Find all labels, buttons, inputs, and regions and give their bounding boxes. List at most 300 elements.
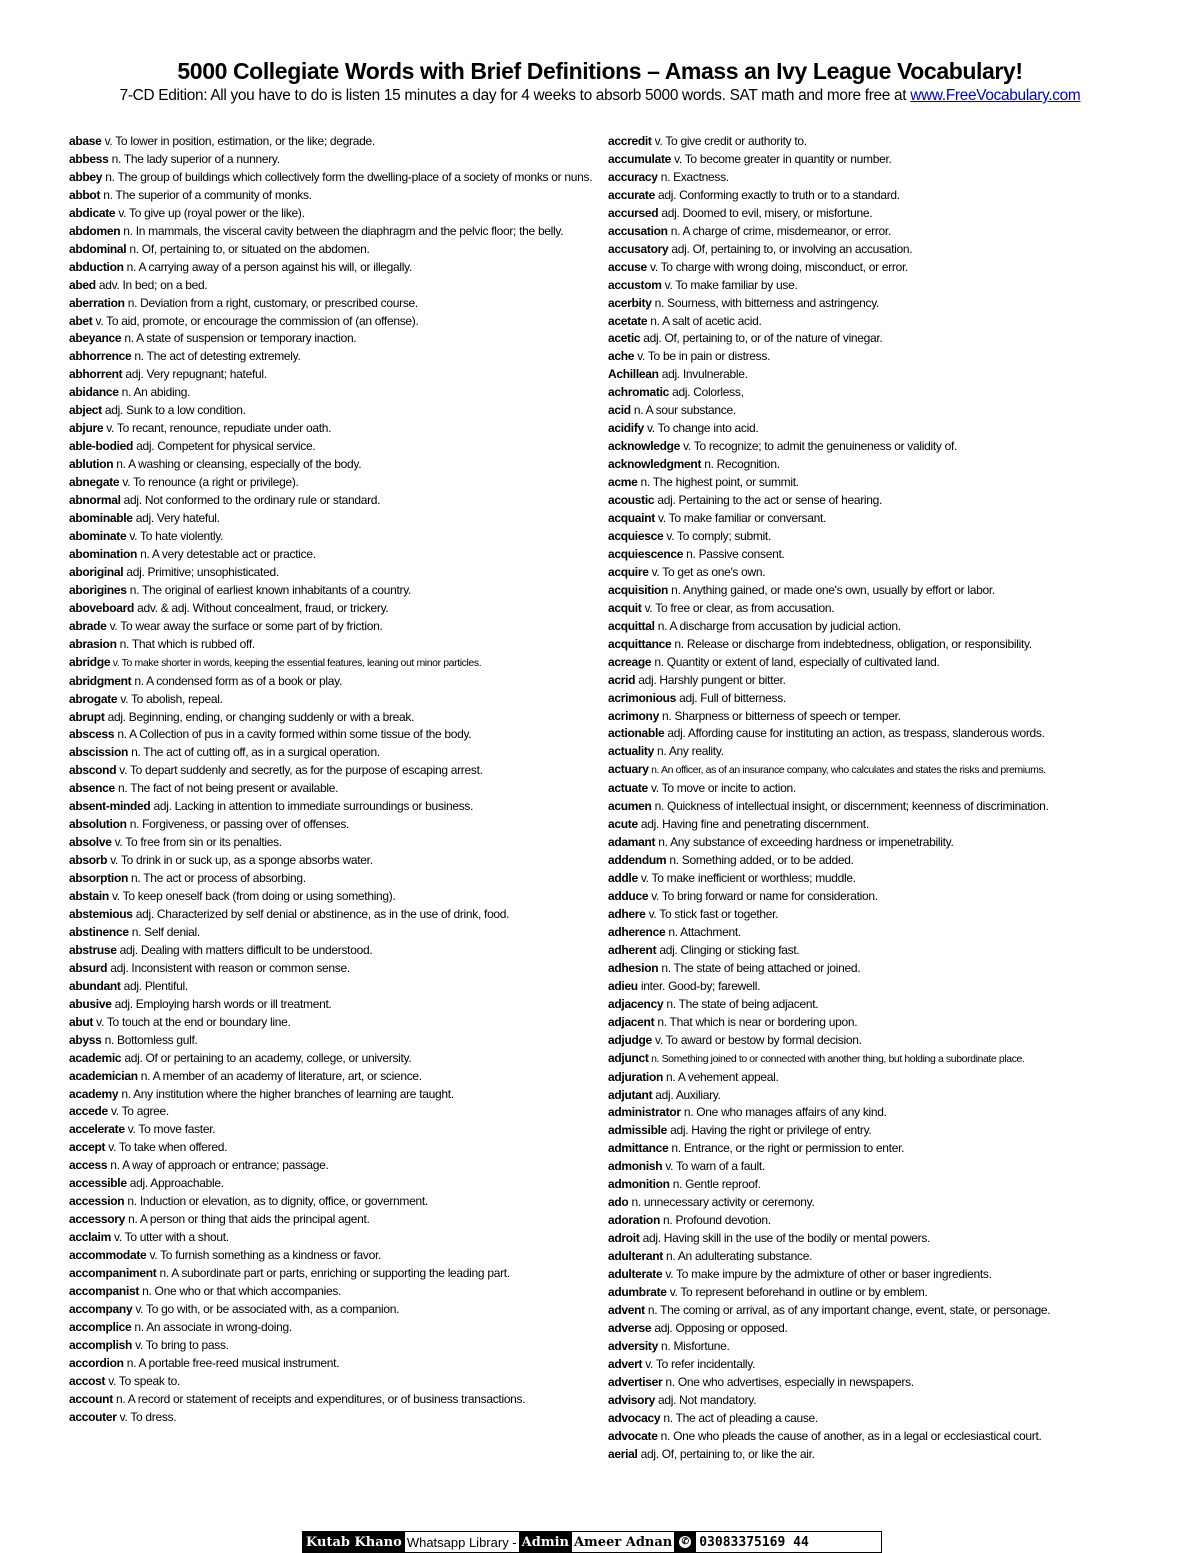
vocab-entry [608, 1140, 1148, 1158]
vocab-entry [69, 474, 594, 492]
vocab-definition: v. To renounce (a right or privilege). [119, 475, 299, 490]
vocab-definition: n. The lady superior of a nunnery. [108, 151, 280, 166]
vocab-entry [608, 600, 1148, 618]
vocab-entry [69, 1355, 594, 1373]
vocab-entry [69, 528, 594, 546]
vocab-entry [608, 1069, 1148, 1087]
vocab-word: acetic [608, 331, 641, 346]
vocab-entry [608, 672, 1148, 690]
vocab-entry [608, 654, 1148, 672]
vocab-definition: n. A discharge from accusation by judicial action. [654, 618, 901, 633]
vocab-word: accede [69, 1104, 108, 1119]
page-title: 5000 Collegiate Words with Brief Definitions – Amass an Ivy League Vocabulary! [177, 58, 1023, 84]
vocab-word: accessory [69, 1212, 126, 1227]
vocab-word: abrogate [69, 691, 118, 706]
vocab-word: accuracy [608, 169, 658, 184]
vocab-entry [69, 691, 594, 709]
vocab-definition: n. One who manages affairs of any kind. [680, 1105, 887, 1120]
left-column [69, 133, 594, 1427]
vocab-entry [69, 510, 594, 528]
vocab-definition: adj. Opposing or opposed. [651, 1320, 788, 1335]
vocab-definition: adj. Primitive; unsophisticated. [123, 564, 279, 579]
vocab-word: accurate [608, 187, 655, 202]
vocab-entry [69, 942, 594, 960]
vocab-entry [608, 330, 1148, 348]
vocab-entry [69, 187, 594, 205]
vocab-definition: adj. Of, pertaining to, or of the nature of vinegar. [640, 331, 883, 346]
vocab-definition: n. One who pleads the cause of another, as in a legal or ecclesiastical court. [657, 1428, 1042, 1443]
vocab-definition: n. The superior of a community of monks. [100, 187, 312, 202]
vocab-definition: v. To drink in or suck up, as a sponge absorbs water. [107, 853, 373, 868]
vocab-word: abut [69, 1014, 94, 1029]
vocab-word: academy [69, 1086, 119, 1101]
vocab-entry [608, 888, 1148, 906]
vocab-entry [608, 564, 1148, 582]
vocab-definition: adj. Beginning, ending, or changing suddenly or with a break. [104, 709, 415, 724]
vocab-word: absorption [69, 871, 128, 886]
vocab-word: accusation [608, 223, 668, 238]
vocab-definition: adj. Auxiliary. [652, 1087, 721, 1102]
vocab-entry [69, 1229, 594, 1247]
vocab-entry [69, 888, 594, 906]
vocab-entry [69, 1139, 594, 1157]
vocab-entry [608, 1410, 1148, 1428]
vocab-entry [69, 492, 594, 510]
vocab-definition: n. Any substance of exceeding hardness or impenetrability. [655, 835, 954, 850]
vocab-word: academic [69, 1050, 122, 1065]
vocab-word: abscess [69, 727, 115, 742]
footer-phone-number: 03083375169 44 [699, 1534, 809, 1550]
vocab-entry [69, 1373, 594, 1391]
vocab-word: adroit [608, 1231, 640, 1246]
vocab-word: acrid [608, 672, 636, 687]
vocab-definition: n. The fact of not being present or available. [114, 781, 339, 796]
vocab-entry [69, 1337, 594, 1355]
vocab-definition: n. A portable free-reed musical instrument. [123, 1355, 340, 1370]
vocab-definition: n. Recognition. [701, 457, 780, 472]
vocab-definition: v. To speak to. [105, 1373, 181, 1388]
vocab-definition: n. Forgiveness, or passing over of offenses. [126, 817, 350, 832]
vocab-entry [69, 1086, 594, 1104]
vocab-definition: n. An abiding. [118, 385, 191, 400]
footer-library-label: Whatsapp Library - [406, 1534, 517, 1550]
vocab-definition: v. To recognize; to admit the genuineness or validity of. [680, 439, 958, 454]
vocab-entry [69, 654, 594, 673]
vocab-entry [608, 1014, 1148, 1032]
vocab-definition: adj. Not conformed to the ordinary rule or standard. [120, 493, 381, 508]
footer-banner [302, 1531, 882, 1553]
vocab-entry [608, 708, 1148, 726]
vocab-entry [608, 1392, 1148, 1410]
vocab-definition: n. Passive consent. [683, 546, 785, 561]
vocab-entry [608, 1266, 1148, 1284]
vocab-entry [69, 348, 594, 366]
vocab-word: advocacy [608, 1410, 661, 1425]
vocab-entry [608, 366, 1148, 384]
vocab-word: accredit [608, 134, 652, 148]
vocab-word: acidify [608, 421, 644, 436]
vocab-word: abbess [69, 151, 109, 166]
vocab-word: abed [69, 277, 96, 292]
vocab-definition: n. One who or that which accompanies. [139, 1284, 342, 1298]
vocab-definition: v. To change into acid. [643, 421, 759, 436]
vocab-definition: n. The act of cutting off, as in a surgical operation. [128, 745, 380, 760]
vocab-word: abstinence [69, 924, 129, 939]
vocab-word: acquit [608, 600, 642, 615]
vocab-word: acquittal [608, 618, 655, 633]
vocab-definition: adj. Invulnerable. [658, 367, 748, 382]
vocab-word: adherent [608, 942, 657, 957]
vocab-definition: n. unnecessary activity or ceremony. [628, 1195, 815, 1210]
vocab-definition: n. An officer, as of an insurance company, who calculates and states the risks and premiums. [648, 764, 1046, 777]
vocab-definition: n. Release or discharge from indebtedness, obligation, or responsibility. [671, 636, 1032, 651]
vocab-word: ado [608, 1195, 629, 1210]
vocab-word: abnormal [69, 493, 121, 508]
vocab-entry [608, 133, 1148, 151]
vocab-word: advocate [608, 1428, 658, 1443]
vocab-word: acreage [608, 654, 652, 669]
vocab-word: abhorrent [69, 367, 123, 382]
vocab-word: accompaniment [69, 1266, 157, 1281]
vocab-entry [69, 1211, 594, 1229]
vocab-definition: n. Any reality. [654, 744, 724, 759]
vocab-definition: n. Induction or elevation, as to dignity, office, or government. [124, 1194, 428, 1209]
vocab-definition: adj. Inconsistent with reason or common sense. [107, 960, 350, 975]
vocab-word: adulterate [608, 1267, 663, 1282]
vocab-definition: adj. Very repugnant; hateful. [122, 367, 267, 382]
vocab-entry [608, 456, 1148, 474]
vocab-word: admonish [608, 1159, 663, 1174]
vocab-definition: n. A vehement appeal. [663, 1069, 779, 1084]
vocab-entry [608, 870, 1148, 888]
vocab-word: admonition [608, 1177, 670, 1192]
vocab-entry [69, 1032, 594, 1050]
vocab-word: acrimonious [608, 690, 677, 705]
vocab-definition: n. The coming or arrival, as of any important change, event, state, or personage. [644, 1302, 1051, 1317]
vocab-word: accouter [69, 1409, 117, 1424]
vocab-definition: n. The state of being adjacent. [663, 996, 819, 1011]
vocab-entry [608, 510, 1148, 528]
vocab-word: aboveboard [69, 600, 135, 615]
vocab-word: actuary [608, 762, 649, 777]
vocab-entry [608, 169, 1148, 187]
vocab-definition: n. A record or statement of receipts and expenditures, or of business transactions. [112, 1391, 526, 1406]
vocab-definition: n. A subordinate part or parts, enriching or supporting the leading part. [156, 1266, 510, 1281]
vocab-entry [69, 420, 594, 438]
vocab-word: abusive [69, 996, 112, 1011]
vocab-word: abject [69, 403, 102, 418]
vocab-word: acute [608, 817, 638, 832]
footer-admin-label: Admin [519, 1532, 572, 1552]
vocab-entry [608, 1194, 1148, 1212]
vocab-entry [69, 438, 594, 456]
vocab-word: acid [608, 403, 631, 418]
vocab-entry [608, 1230, 1148, 1248]
vocab-definition: v. To recant, renounce, repudiate under oath. [103, 421, 332, 436]
vocab-definition: adj. Not mandatory. [654, 1392, 757, 1407]
vocab-word: accordion [69, 1355, 124, 1370]
vocab-word: adjacent [608, 1014, 655, 1029]
vocab-entry [608, 1087, 1148, 1105]
vocab-entry [608, 241, 1148, 259]
vocab-word: accept [69, 1140, 106, 1155]
page-subtitle [0, 87, 1200, 105]
vocab-word: absence [69, 781, 115, 796]
vocab-definition: v. To touch at the end or boundary line. [93, 1014, 291, 1029]
vocab-definition: n. An adulterating substance. [663, 1249, 813, 1264]
vocab-definition: n. A very detestable act or practice. [137, 546, 316, 561]
vocab-entry [69, 277, 594, 295]
vocab-word: acclaim [69, 1230, 111, 1245]
vocab-definition: adj. Clinging or sticking fast. [656, 942, 800, 957]
vocab-definition: v. To bring to pass. [132, 1337, 229, 1352]
vocab-entry [69, 709, 594, 727]
vocab-word: abnegate [69, 475, 120, 490]
vocab-definition: v. To free or clear, as from accusation. [641, 600, 835, 615]
vocab-definition: v. To make impure by the admixture of other or baser ingredients. [662, 1267, 992, 1282]
vocab-entry [69, 870, 594, 888]
vocab-entry [69, 1391, 594, 1409]
vocab-entry [69, 798, 594, 816]
vocab-entry [69, 1121, 594, 1139]
vocab-word: adieu [608, 978, 638, 993]
vocab-entry [608, 1284, 1148, 1302]
vocab-definition: adj. Colorless, [669, 385, 744, 400]
vocab-entry [69, 1301, 594, 1319]
vocab-entry [608, 1032, 1148, 1050]
vocab-word: admissible [608, 1123, 668, 1138]
vocab-definition: adj. Doomed to evil, misery, or misfortune. [658, 205, 873, 220]
vocab-word: advertiser [608, 1374, 663, 1389]
vocab-word: abbey [69, 169, 103, 184]
vocab-word: adjacency [608, 996, 664, 1011]
vocab-definition: v. To take when offered. [105, 1140, 228, 1155]
vocab-entry [69, 564, 594, 582]
vocab-entry [608, 1212, 1148, 1230]
vocab-word: acquiescence [608, 546, 684, 561]
vocab-word: adverse [608, 1320, 652, 1335]
vocab-word: adjutant [608, 1087, 653, 1102]
vocab-entry [69, 295, 594, 313]
vocab-definition: v. To abolish, repeal. [117, 691, 223, 706]
vocab-entry [69, 618, 594, 636]
vocab-entry [608, 259, 1148, 277]
vocab-word: acknowledgment [608, 457, 702, 472]
vocab-definition: adj. Very hateful. [132, 511, 220, 526]
vocab-word: abhorrence [69, 349, 132, 364]
vocab-entry [608, 582, 1148, 600]
vocab-definition: v. To dress. [116, 1409, 177, 1424]
vocab-word: able-bodied [69, 439, 134, 454]
vocab-word: actuality [608, 744, 654, 759]
vocab-entry [608, 1356, 1148, 1374]
vocab-word: abdominal [69, 241, 127, 256]
vocab-word: accomplice [69, 1319, 132, 1334]
vocab-word: acknowledge [608, 439, 681, 454]
vocab-definition: adj. Employing harsh words or ill treatment. [111, 996, 332, 1011]
vocab-word: adhesion [608, 960, 659, 975]
vocab-word: abrade [69, 618, 107, 633]
vocab-entry [608, 996, 1148, 1014]
vocab-definition: v. To lower in position, estimation, or the like; degrade. [101, 134, 375, 148]
vocab-entry [69, 816, 594, 834]
vocab-definition: n. A sour substance. [630, 403, 736, 418]
vocab-definition: n. That which is near or bordering upon. [654, 1014, 858, 1029]
vocab-word: adversity [608, 1338, 658, 1353]
vocab-word: adherence [608, 924, 666, 939]
vocab-entry [608, 295, 1148, 313]
vocab-word: abet [69, 313, 93, 328]
vocab-entry [69, 241, 594, 259]
vocab-word: aberration [69, 295, 125, 310]
vocab-entry [608, 313, 1148, 331]
vocab-definition: v. To make shorter in words, keeping the essential features, leaning out minor particles. [110, 656, 482, 669]
vocab-definition: adj. Approachable. [126, 1176, 224, 1191]
vocab-definition: n. Quantity or extent of land, especially of cultivated land. [651, 654, 940, 669]
vocab-definition: v. To stick fast or together. [645, 906, 779, 921]
vocab-definition: n. Exactness. [657, 169, 729, 184]
vocab-definition: adj. Having fine and penetrating discernment. [637, 817, 869, 832]
vocab-definition: n. The act of detesting extremely. [131, 349, 301, 364]
vocab-word: abjure [69, 421, 104, 436]
vocab-definition: v. To become greater in quantity or number. [671, 151, 892, 166]
vocab-word: absurd [69, 960, 108, 975]
vocab-entry [608, 834, 1148, 852]
vocab-definition: n. Sharpness or bitterness of speech or temper. [658, 708, 901, 723]
vocab-definition: adj. Plentiful. [120, 978, 188, 993]
vocab-entry [69, 1283, 594, 1301]
vocab-entry [608, 474, 1148, 492]
vocab-word: acquittance [608, 636, 672, 651]
vocab-entry [69, 996, 594, 1014]
vocab-word: acoustic [608, 493, 655, 508]
vocab-entry [608, 743, 1148, 761]
vocab-definition: inter. Good-by; farewell. [637, 978, 761, 993]
vocab-definition: v. To depart suddenly and secretly, as for the purpose of escaping arrest. [116, 763, 483, 778]
vocab-definition: adj. Sunk to a low condition. [101, 403, 246, 418]
vocab-definition: v. To move or incite to action. [647, 781, 796, 796]
vocab-word: absorb [69, 853, 108, 868]
vocab-definition: n. Profound devotion. [659, 1213, 771, 1228]
vocab-word: accomplish [69, 1337, 133, 1352]
vocab-definition: adj. Of, pertaining to, or involving an accusation. [668, 241, 913, 256]
vocab-entry [69, 636, 594, 654]
vocab-entry [608, 1176, 1148, 1194]
vocab-entry [608, 1446, 1148, 1464]
vocab-word: accelerate [69, 1122, 125, 1137]
vocab-definition: v. To keep oneself back (from doing or using something). [108, 889, 396, 904]
vocab-word: abrasion [69, 636, 117, 651]
vocab-entry [69, 1014, 594, 1032]
vocab-word: advent [608, 1302, 645, 1317]
vocab-word: Achillean [608, 367, 659, 382]
vocab-entry [608, 546, 1148, 564]
vocab-entry [69, 834, 594, 852]
vocab-entry [69, 978, 594, 996]
vocab-entry [608, 852, 1148, 870]
vocab-definition: n. A condensed form as of a book or play. [131, 673, 342, 688]
vocab-entry [608, 960, 1148, 978]
footer-phone-block [674, 1532, 696, 1552]
vocab-word: achromatic [608, 385, 670, 400]
vocab-word: advert [608, 1356, 643, 1371]
vocab-word: acerbity [608, 295, 652, 310]
vocab-entry [69, 582, 594, 600]
vocab-definition: v. To move faster. [124, 1122, 216, 1137]
vocab-definition: n. Something joined to or connected with another thing, but holding a subordinate place. [648, 1052, 1025, 1065]
vocab-word: actuate [608, 781, 648, 796]
vocab-word: abominate [69, 528, 127, 543]
vocab-definition: n. Of, pertaining to, or situated on the abdomen. [126, 241, 370, 256]
vocab-entry [69, 762, 594, 780]
vocab-word: addendum [608, 853, 667, 868]
vocab-entry [69, 1157, 594, 1175]
vocab-definition: v. To warn of a fault. [662, 1159, 765, 1174]
vocab-definition: adj. Of, pertaining to, or like the air. [637, 1446, 815, 1461]
vocab-word: absolution [69, 817, 127, 832]
vocab-entry [69, 1409, 594, 1427]
vocab-entry [608, 528, 1148, 546]
vocab-definition: adj. Harshly pungent or bitter. [635, 672, 786, 687]
vocab-definition: n. A carrying away of a person against his will, or illegally. [123, 259, 413, 274]
vocab-definition: v. To make familiar or conversant. [654, 511, 827, 526]
vocab-entry [69, 151, 594, 169]
vocab-word: academician [69, 1068, 138, 1083]
vocab-word: admittance [608, 1141, 669, 1156]
vocab-word: accompany [69, 1301, 133, 1316]
vocab-entry [608, 690, 1148, 708]
vocab-entry [69, 205, 594, 223]
vocab-entry [69, 1247, 594, 1265]
subtitle-text: 7-CD Edition: All you have to do is listen 15 minutes a day for 4 weeks to absorb 5000 words. SAT math and more free at [119, 87, 911, 104]
vocab-word: absent-minded [69, 799, 151, 814]
vocab-entry [608, 618, 1148, 636]
vocab-definition: v. To refer incidentally. [642, 1356, 756, 1371]
vocab-definition: v. To wear away the surface or some part of by friction. [106, 618, 383, 633]
vocab-entry [69, 852, 594, 870]
vocab-word: accession [69, 1194, 125, 1209]
vocab-definition: v. To aid, promote, or encourage the commission of (an offense). [92, 313, 419, 328]
vocab-definition: n. A way of approach or entrance; passage. [107, 1158, 329, 1173]
vocab-word: acquaint [608, 511, 655, 526]
vocab-word: addle [608, 871, 638, 886]
vocab-entry [69, 1319, 594, 1337]
vocab-entry [69, 223, 594, 241]
vocab-definition: v. To charge with wrong doing, misconduct, or error. [646, 259, 909, 274]
vocab-word: accost [69, 1373, 106, 1388]
vocab-word: advisory [608, 1392, 655, 1407]
vocab-word: abeyance [69, 331, 122, 346]
vocab-word: ache [608, 349, 635, 364]
vocab-definition: v. To furnish something as a kindness or favor. [146, 1248, 382, 1263]
vocab-entry [69, 259, 594, 277]
website-link[interactable]: www.FreeVocabulary.com [910, 87, 1081, 104]
vocab-entry [69, 133, 594, 151]
vocab-entry [69, 744, 594, 762]
vocab-definition: n. Self denial. [128, 924, 200, 939]
vocab-word: adjuration [608, 1069, 664, 1084]
vocab-definition: n. The highest point, or summit. [637, 475, 799, 490]
vocab-word: acumen [608, 799, 652, 814]
vocab-definition: v. To represent beforehand in outline or by emblem. [666, 1285, 928, 1299]
vocab-entry [69, 726, 594, 744]
vocab-definition: n. Quickness of intellectual insight, or discernment; keenness of discrimination. [651, 799, 1049, 814]
vocab-definition: n. That which is rubbed off. [116, 636, 255, 651]
vocab-entry [608, 277, 1148, 295]
vocab-definition: n. Any institution where the higher branches of learning are taught. [118, 1086, 454, 1101]
footer-library-name: Kutab Khano [303, 1532, 405, 1552]
vocab-word: accessible [69, 1176, 127, 1191]
